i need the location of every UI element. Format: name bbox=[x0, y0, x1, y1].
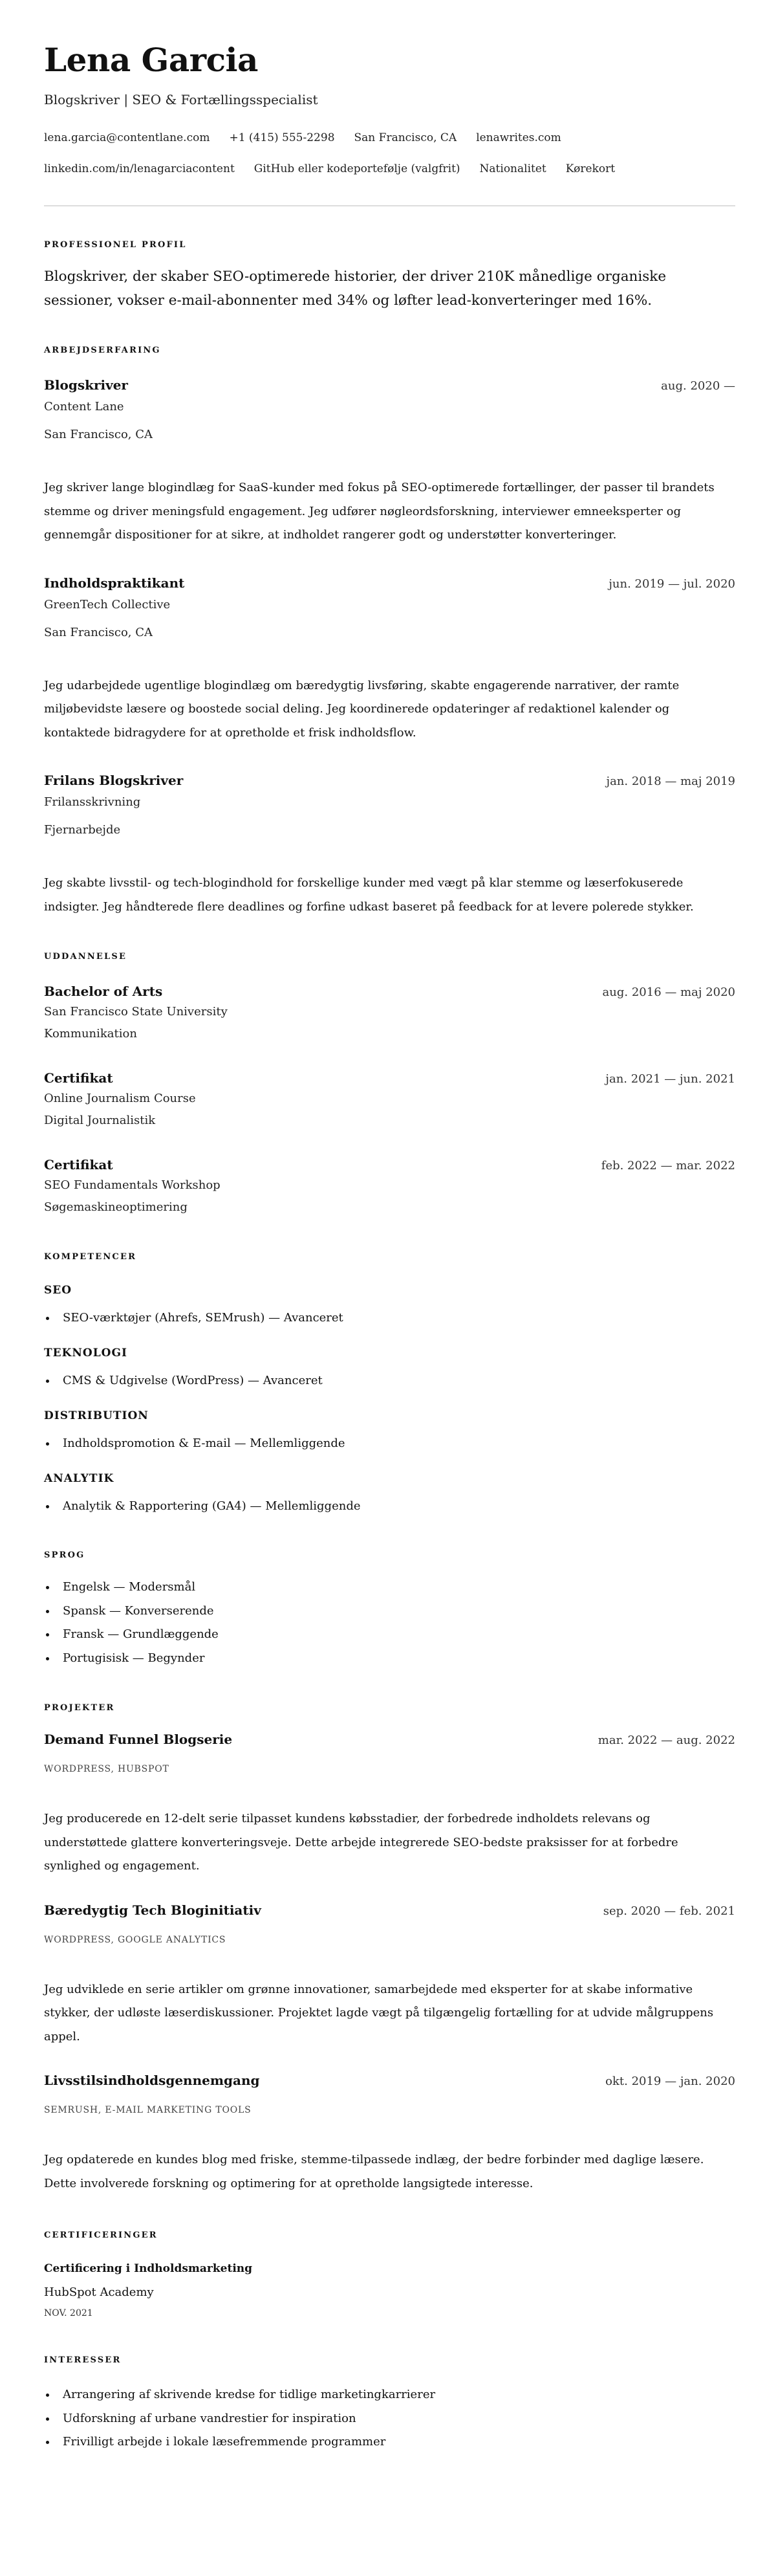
section-heading: INTERESSER bbox=[44, 2355, 122, 2365]
project-description: Jeg producerede en 12-delt serie tilpasset kundens købsstadier, der forbedrede indholdets relevans og understøttede glattere konverteringsveje. Dette arbejde integrerede SEO-bedste praksisser for at forbedre synlighed og engagement. bbox=[44, 1812, 678, 1873]
interest-item: Arrangering af skrivende kredse for tidlige marketingkarrierer bbox=[63, 2383, 735, 2407]
language-item: Portugisisk — Begynder bbox=[63, 1647, 735, 1671]
field-of-study: Kommunikation bbox=[44, 1027, 137, 1040]
project-tools: WORDPRESS, GOOGLE ANALYTICS bbox=[44, 1934, 226, 1945]
language-item: Spansk — Konverserende bbox=[63, 1600, 735, 1624]
section-heading: ARBEJDSERFARING bbox=[44, 346, 161, 355]
project-dates: sep. 2020 — feb. 2021 bbox=[603, 1904, 735, 1918]
job-dates: jan. 2018 — maj 2019 bbox=[606, 775, 735, 788]
school-name: San Francisco State University bbox=[44, 1005, 228, 1018]
skill-list bbox=[44, 1497, 735, 1515]
education-item bbox=[44, 982, 735, 1046]
job-location: San Francisco, CA bbox=[44, 428, 153, 441]
project-item bbox=[44, 2071, 735, 2196]
education-dates: jan. 2021 — jun. 2021 bbox=[605, 1072, 735, 1086]
school-name: Online Journalism Course bbox=[44, 1092, 196, 1105]
profile-summary: Blogskriver, der skaber SEO-optimerede historier, der driver 210K månedlige organiske sessioner, vokser e-mail-abonnenter med 34% og løfter lead-konverteringer med 16%. bbox=[44, 269, 667, 309]
project-tools: SEMRUSH, E-MAIL MARKETING TOOLS bbox=[44, 2105, 252, 2115]
experience-item bbox=[44, 574, 735, 745]
candidate-headline: Blogskriver | SEO & Fortællingsspecialist bbox=[44, 92, 318, 107]
skills-section bbox=[44, 1251, 735, 1515]
skill-group-heading: SEO bbox=[44, 1284, 72, 1297]
project-dates: mar. 2022 — aug. 2022 bbox=[598, 1734, 735, 1747]
experience-item bbox=[44, 376, 735, 547]
certification-date: NOV. 2021 bbox=[44, 2308, 93, 2318]
project-item bbox=[44, 1730, 735, 1878]
header-divider bbox=[44, 205, 735, 206]
field-of-study: Søgemaskineoptimering bbox=[44, 1200, 188, 1214]
project-description: Jeg opdaterede en kundes blog med friske, stemme-tilpassede indlæg, der bedre forbinder med daglige læsere. Dette involverede forskning og optimering for at opretholde langsigtede interesse. bbox=[44, 2153, 704, 2190]
job-location: Fjernarbejde bbox=[44, 823, 121, 837]
interests-section bbox=[44, 2355, 735, 2454]
skill-item: Analytik & Rapportering (GA4) — Mellemliggende bbox=[63, 1497, 735, 1515]
education-dates: feb. 2022 — mar. 2022 bbox=[601, 1159, 735, 1172]
degree-title: Bachelor of Arts bbox=[44, 984, 163, 999]
candidate-name: Lena Garcia bbox=[44, 41, 258, 79]
job-dates: jun. 2019 — jul. 2020 bbox=[609, 577, 735, 591]
skill-item: Indholdspromotion & E-mail — Mellemliggende bbox=[63, 1435, 735, 1453]
contact-list bbox=[44, 130, 735, 177]
contact-drivers-license: Kørekort bbox=[565, 162, 616, 175]
field-of-study: Digital Journalistik bbox=[44, 1114, 156, 1127]
experience-section bbox=[44, 345, 735, 919]
degree-title: Certifikat bbox=[44, 1157, 113, 1172]
contact-location: San Francisco, CA bbox=[354, 131, 457, 144]
section-heading: PROJEKTER bbox=[44, 1703, 115, 1713]
contact-github: GitHub eller kodeportefølje (valgfrit) bbox=[253, 162, 460, 175]
job-dates: aug. 2020 — bbox=[661, 379, 735, 393]
job-company: Content Lane bbox=[44, 400, 124, 413]
contact-email[interactable]: lena.garcia@contentlane.com bbox=[44, 131, 210, 144]
interest-item: Frivilligt arbejde i lokale læsefremmende programmer bbox=[63, 2430, 735, 2454]
project-item bbox=[44, 1901, 735, 2049]
section-heading: UDDANNELSE bbox=[44, 952, 127, 962]
section-heading: CERTIFICERINGER bbox=[44, 2230, 158, 2240]
project-title: Demand Funnel Blogserie bbox=[44, 1732, 233, 1747]
experience-item bbox=[44, 771, 735, 919]
skill-group-heading: ANALYTIK bbox=[44, 1472, 114, 1485]
skill-item: SEO-værktøjer (Ahrefs, SEMrush) — Avanceret bbox=[63, 1309, 735, 1327]
contact-website[interactable]: lenawrites.com bbox=[476, 131, 561, 144]
languages-section bbox=[44, 1550, 735, 1670]
certification-issuer: HubSpot Academy bbox=[44, 2285, 154, 2299]
projects-section bbox=[44, 1702, 735, 2196]
job-description: Jeg skabte livsstil- og tech-blogindhold for forskellige kunder med vægt på klar stemme og læserfokuserede indsigter. Jeg håndterede flere deadlines og forfine udkast baseret på feedback for at levere polerede stykker. bbox=[44, 876, 694, 914]
skill-item: CMS & Udgivelse (WordPress) — Avanceret bbox=[63, 1372, 735, 1390]
job-company: Frilansskrivning bbox=[44, 795, 141, 809]
section-heading: SPROG bbox=[44, 1550, 85, 1560]
section-heading: PROFESSIONEL PROFIL bbox=[44, 240, 187, 250]
skill-list bbox=[44, 1435, 735, 1453]
language-list bbox=[44, 1576, 735, 1670]
education-item bbox=[44, 1069, 735, 1132]
degree-title: Certifikat bbox=[44, 1070, 113, 1086]
skill-group-heading: DISTRIBUTION bbox=[44, 1409, 149, 1422]
job-title: Frilans Blogskriver bbox=[44, 773, 184, 788]
project-dates: okt. 2019 — jan. 2020 bbox=[605, 2075, 735, 2088]
school-name: SEO Fundamentals Workshop bbox=[44, 1178, 221, 1192]
job-description: Jeg udarbejdede ugentlige blogindlæg om bæredygtig livsføring, skabte engagerende narrativer, der ramte miljøbevidste læsere og boostede social deling. Jeg koordinerede opdateringer af redaktionel kalender og kontaktede bidragydere for at opretholde et frisk indholdsflow. bbox=[44, 678, 680, 740]
education-item bbox=[44, 1156, 735, 1219]
certification-title: Certificering i Indholdsmarketing bbox=[44, 2262, 253, 2275]
job-title: Blogskriver bbox=[44, 377, 128, 393]
education-section bbox=[44, 951, 735, 1219]
contact-phone[interactable]: +1 (415) 555-2298 bbox=[229, 131, 335, 144]
job-location: San Francisco, CA bbox=[44, 625, 153, 639]
project-title: Livsstilsindholdsgennemgang bbox=[44, 2073, 260, 2088]
job-title: Indholdspraktikant bbox=[44, 575, 185, 591]
job-description: Jeg skriver lange blogindlæg for SaaS-kunder med fokus på SEO-optimerede fortællinger, der passer til brandets stemme og driver meningsfuld engagement. Jeg udfører nøgleordsforskning, interviewer emneeksperter og gennemgår dispositioner for at sikre, at indholdet rangerer godt og understøtter konverteringer. bbox=[44, 481, 715, 542]
education-dates: aug. 2016 — maj 2020 bbox=[602, 985, 735, 999]
section-heading: KOMPETENCER bbox=[44, 1252, 137, 1262]
skill-list bbox=[44, 1372, 735, 1390]
job-company: GreenTech Collective bbox=[44, 597, 171, 611]
language-item: Fransk — Grundlæggende bbox=[63, 1623, 735, 1647]
interest-item: Udforskning af urbane vandrestier for inspiration bbox=[63, 2407, 735, 2431]
skill-group-heading: TEKNOLOGI bbox=[44, 1347, 127, 1360]
project-description: Jeg udviklede en serie artikler om grønne innovationer, samarbejdede med eksperter for at skabe informative stykker, der udløste læserdiskussioner. Projektet lagde vægt på tilgængelig fortælling for at udvide målgruppens appel. bbox=[44, 1982, 714, 2043]
resume-header bbox=[44, 41, 735, 177]
language-item: Engelsk — Modersmål bbox=[63, 1576, 735, 1600]
contact-nationality: Nationalitet bbox=[479, 162, 546, 175]
certifications-section bbox=[44, 2230, 735, 2320]
project-tools: WORDPRESS, HUBSPOT bbox=[44, 1764, 169, 1774]
skill-list bbox=[44, 1309, 735, 1327]
interest-list bbox=[44, 2383, 735, 2454]
contact-linkedin[interactable]: linkedin.com/in/lenagarciacontent bbox=[44, 162, 235, 175]
profile-section bbox=[44, 239, 735, 313]
project-title: Bæredygtig Tech Bloginitiativ bbox=[44, 1902, 261, 1918]
